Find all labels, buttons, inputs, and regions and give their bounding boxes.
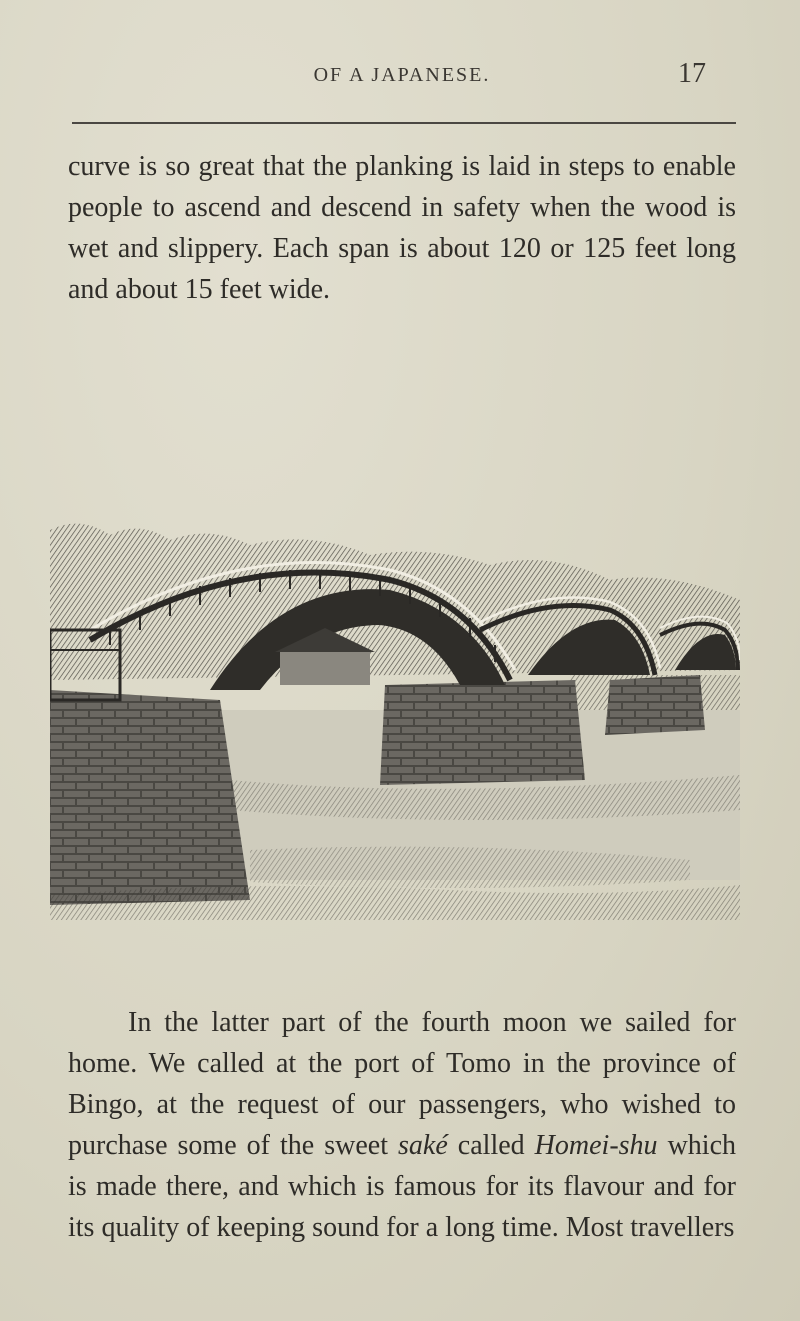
paragraph-2-text-b: called [447,1130,535,1161]
bridge-illustration [50,510,740,920]
header-rule [72,122,736,124]
paragraph-1: curve is so great that the planking is laid in steps to enable people to ascend and descend in safety when the wood is wet and slippery. Each span is about 120 or 125 feet long and about 15 feet wide. [68,151,736,305]
paragraph-2-text-c: which is made there, and which is famous for its flavour and for its quality of keeping sound for a long time. Most travellers [68,1130,736,1243]
paragraph-2-text-a: In the latter part of the fourth moon we sailed for home. We called at the port of Tomo in the province of Bingo, at the request of our passengers, who wished to purchase some of the sweet [68,1007,736,1161]
running-header [68,58,736,98]
running-title: OF A JAPANESE. [313,64,491,86]
page-number: 17 [678,58,706,89]
paragraph-2 [68,1002,736,1248]
sake-italic: saké [398,1130,448,1161]
homei-shu-italic: Homei-shu [534,1130,658,1161]
